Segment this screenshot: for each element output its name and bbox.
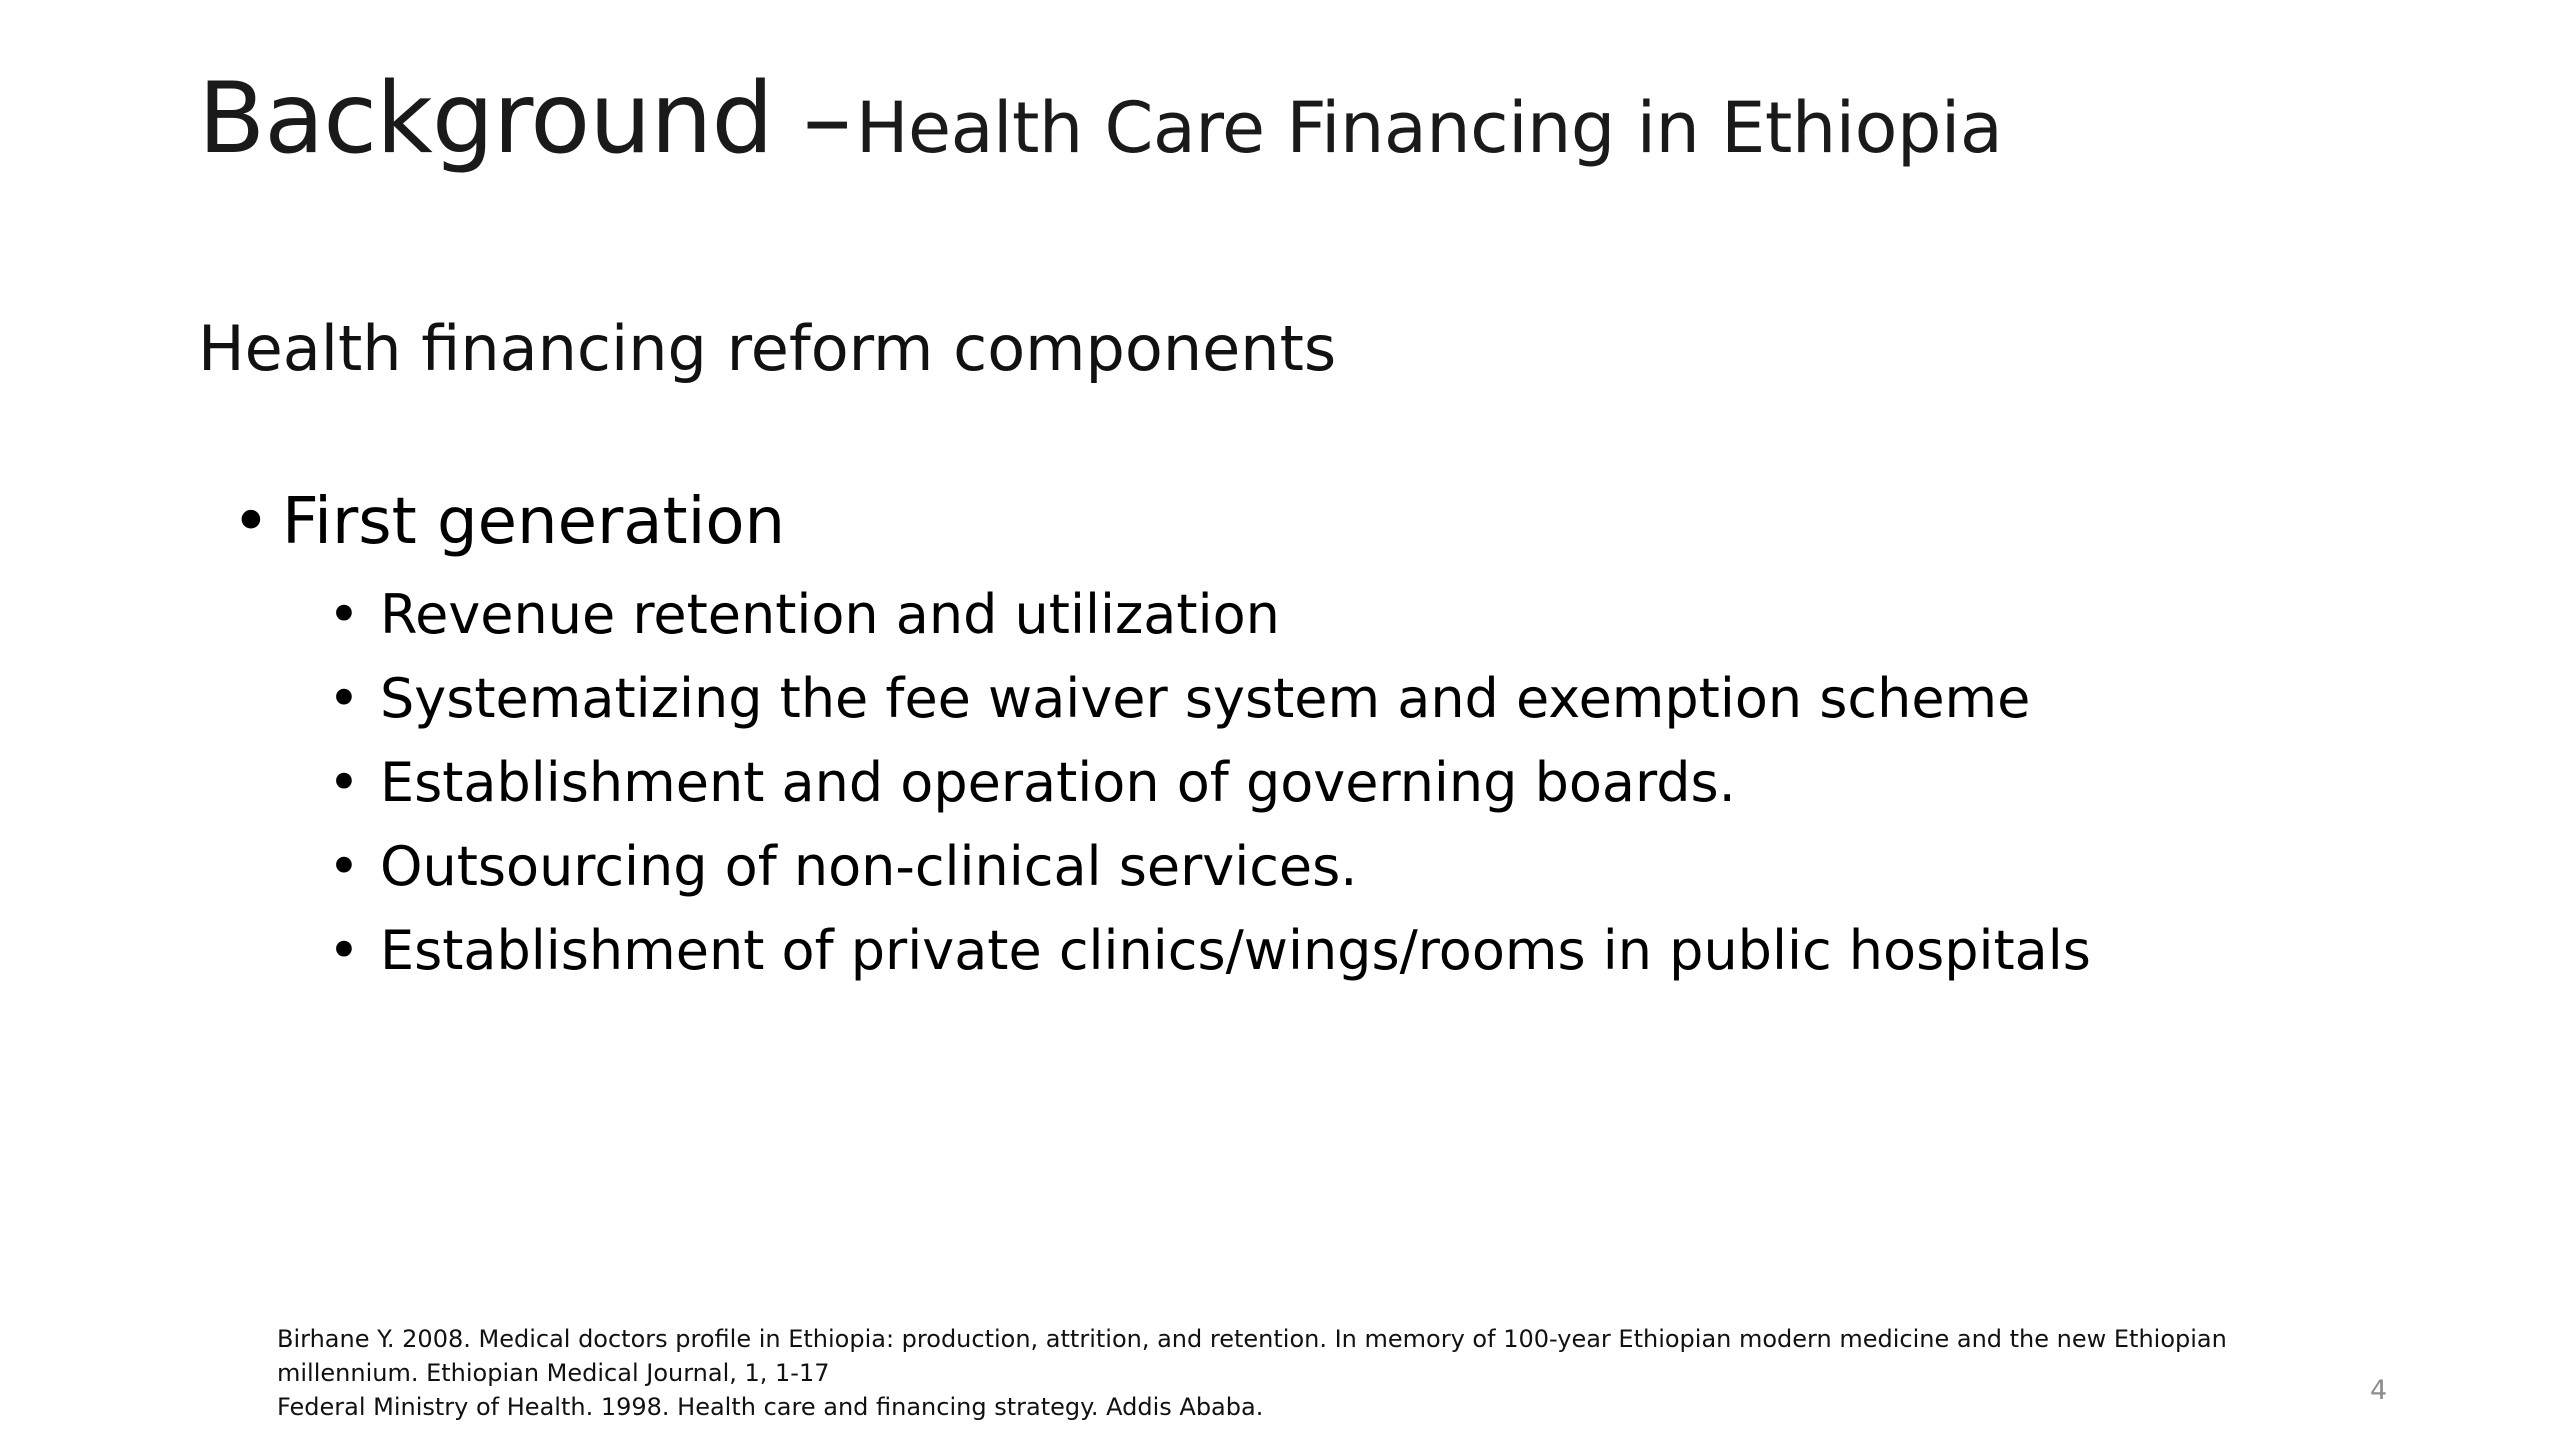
bullet-dot-icon: •	[328, 667, 360, 730]
sub-bullet-item	[328, 751, 2091, 840]
bullet-label: First generation	[282, 485, 786, 559]
bullet-dot-icon: •	[328, 583, 360, 646]
sub-bullet-label: Establishment of private clinics/wings/rooms in public hospitals	[380, 919, 2091, 982]
sub-bullet-list	[328, 583, 2091, 1008]
sub-bullet-item	[328, 667, 2091, 756]
bullet-first-generation	[232, 485, 786, 559]
references	[277, 1322, 2227, 1424]
sub-bullet-label: Outsourcing of non-clinical services.	[380, 835, 1358, 898]
sub-bullet-label: Establishment and operation of governing boards.	[380, 751, 1736, 814]
sub-bullet-item	[328, 835, 2091, 924]
title-subtitle: Health Care Financing in Ethiopia	[855, 87, 2003, 169]
bullet-dot-icon: •	[328, 751, 360, 814]
reference-line: millennium. Ethiopian Medical Journal, 1, 1-17	[277, 1359, 830, 1387]
section-subheading: Health financing reform components	[198, 312, 1337, 385]
sub-bullet-item	[328, 583, 2091, 672]
slide-title	[198, 62, 2003, 176]
sub-bullet-label: Systematizing the fee waiver system and exemption scheme	[380, 667, 2031, 730]
page-number: 4	[2370, 1375, 2388, 1406]
bullet-dot-icon: •	[232, 485, 270, 559]
reference-line: Birhane Y. 2008. Medical doctors profile in Ethiopia: production, attrition, and retention. In memory of 100-year Ethiopian modern medicine and the new Ethiopian	[277, 1325, 2227, 1353]
sub-bullet-item	[328, 919, 2091, 1008]
title-main: Background –	[198, 62, 851, 176]
bullet-dot-icon: •	[328, 919, 360, 982]
reference-line: Federal Ministry of Health. 1998. Health care and financing strategy. Addis Ababa.	[277, 1393, 1264, 1421]
bullet-dot-icon: •	[328, 835, 360, 898]
sub-bullet-label: Revenue retention and utilization	[380, 583, 1280, 646]
